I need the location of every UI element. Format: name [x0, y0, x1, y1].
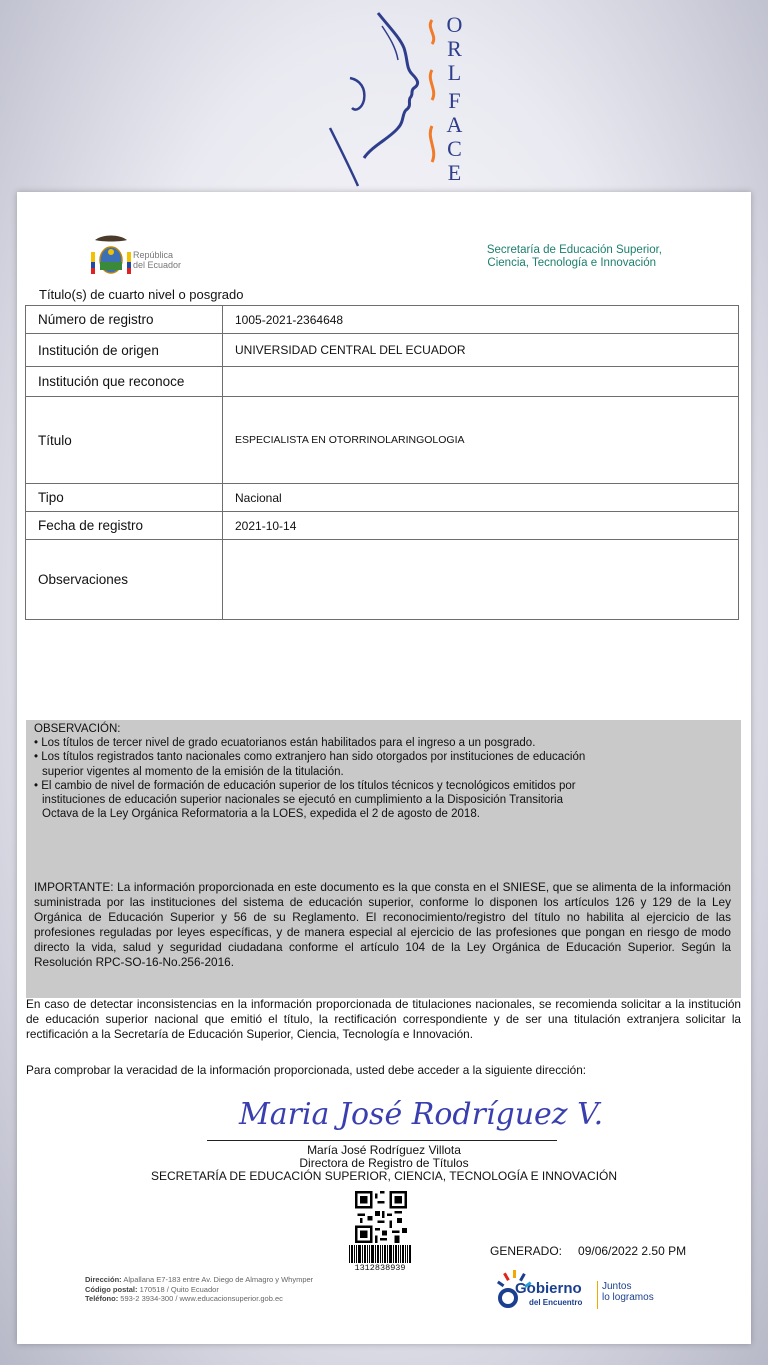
row-value — [223, 367, 739, 397]
row-value: 1005-2021-2364648 — [223, 306, 739, 334]
registration-table — [25, 305, 739, 620]
phone-label: Teléfono: — [85, 1294, 119, 1303]
brand-letter: L — [447, 60, 463, 85]
gobierno-slogan — [602, 1281, 654, 1303]
information-box — [26, 720, 741, 998]
qr-code-icon — [355, 1191, 407, 1243]
row-label: Institución de origen — [26, 334, 223, 367]
row-value: Nacional — [223, 484, 739, 512]
row-label: Fecha de registro — [26, 512, 223, 540]
brand-letter: R — [447, 36, 463, 61]
observacion-line: instituciones de educación superior nacionales se ejecutó en cumplimiento a la Disposición Transitoria — [42, 794, 563, 807]
signer-name: María José Rodríguez Villota — [307, 1143, 461, 1157]
inconsistencias-note: En caso de detectar inconsistencias en la información proporcionada de titulaciones nacionales, se recomienda solicitar a la institución de educación superior nacional que emitió el título, la rectificación correspondiente y de ser una titulación extranjera solicitar la rectificación a la Secretaría de Educación Superior, Ciencia, Tecnología e Innovación. — [26, 997, 741, 1041]
signature-line — [207, 1140, 557, 1141]
gobierno-subtitle: del Encuentro — [529, 1298, 583, 1307]
row-value — [223, 540, 739, 620]
ses-line-1: Secretaría de Educación Superior, — [486, 244, 662, 256]
observacion-line: • Los títulos de tercer nivel de grado ecuatorianos están habilitados para el ingreso a un posgrado. — [34, 737, 536, 750]
brand-letter: A — [446, 112, 464, 137]
gobierno-del-encuentro-logo — [499, 1268, 669, 1312]
handwritten-signature — [235, 1080, 604, 1138]
brand-letter: O — [446, 12, 464, 37]
gov-line-1: República — [133, 250, 174, 260]
row-label: Tipo — [26, 484, 223, 512]
brand-letter: F — [448, 88, 462, 113]
row-label: Institución que reconoce — [26, 367, 223, 397]
observacion-line: • El cambio de nivel de formación de educación superior de los títulos técnicos y tecnológicos emitidos por — [34, 779, 576, 792]
signature-text: Maria José Rodríguez V. — [239, 1097, 604, 1132]
table-row — [26, 367, 739, 397]
row-value: 2021-10-14 — [223, 512, 739, 540]
row-value: ESPECIALISTA EN OTORRINOLARINGOLOGIA — [223, 397, 739, 484]
observacion-line: Octava de la Ley Orgánica Reformatoria a la LOES, expedida el 2 de agosto de 2018. — [42, 808, 480, 821]
footer-address — [85, 1275, 313, 1304]
barcode-icon — [349, 1245, 411, 1263]
ses-line-2: Ciencia, Tecnología e Innovación — [487, 257, 656, 269]
gov-line-2: del Ecuador — [133, 260, 182, 270]
table-row — [26, 540, 739, 620]
importante-paragraph: IMPORTANTE: La información proporcionada en este documento es la que consta en el SNIESE, que se alimenta de la información suministrada por las instituciones del sistema de educación superior, conforme lo disponen los artículos 126 y 129 de la Ley Orgánica de Educación Superior y 56 de su Reglamento. El reconocimiento/registro del título no habilita al ejercicio de las profesiones reguladas por leyes específicas, y de manera especial al ejercicio de las profesiones que pongan en riesgo de modo directo la vida, salud y seguridad ciudadana conforme el artículo 104 de la Ley Orgánica de Educación Superior. Según la Resolución RPC-SO-16-No.256-2016. — [34, 880, 731, 969]
postal-label: Código postal: — [85, 1284, 138, 1294]
gobierno-divider — [597, 1281, 598, 1309]
observacion-line: superior vigentes al momento de la emisión de la titulación. — [42, 765, 344, 778]
signer-organization: SECRETARÍA DE EDUCACIÓN SUPERIOR, CIENCIA, TECNOLOGÍA E INNOVACIÓN — [150, 1169, 618, 1183]
table-row — [26, 334, 739, 367]
observacion-heading: OBSERVACIÓN: — [34, 723, 121, 735]
verificar-note: Para comprobar la veracidad de la información proporcionada, usted debe acceder a la siguiente dirección: — [26, 1063, 587, 1077]
gobierno-title: Gobierno — [515, 1280, 582, 1297]
gov-ecuador-label — [133, 250, 181, 270]
generated-label: GENERADO: — [490, 1244, 563, 1258]
barcode-number: 1312838939 — [354, 1263, 406, 1273]
slogan-line-1: Juntos — [602, 1281, 632, 1292]
table-row — [26, 306, 739, 334]
row-label: Número de registro — [26, 306, 223, 334]
postal-value: 170518 / Quito Ecuador — [139, 1284, 219, 1294]
brand-letter: E — [447, 160, 463, 185]
signer-role: Directora de Registro de Títulos — [299, 1156, 469, 1170]
certificate-page — [17, 192, 751, 1344]
phone-value: 593-2 3934-300 / www.educacionsuperior.gob.ec — [120, 1294, 283, 1303]
table-row — [26, 484, 739, 512]
senescyt-title — [437, 244, 662, 270]
generated-stamp — [490, 1244, 686, 1258]
slogan-line-2: lo logramos — [602, 1292, 654, 1303]
table-row — [26, 512, 739, 540]
section-title: Título(s) de cuarto nivel o posgrado — [39, 287, 244, 302]
generated-date: 09/06/2022 2.50 PM — [578, 1244, 687, 1258]
row-label: Título — [26, 397, 223, 484]
address-value: Alpallana E7-183 entre Av. Diego de Almagro y Whymper — [123, 1275, 314, 1284]
brand-letter: C — [447, 136, 463, 161]
address-label: Dirección: — [85, 1275, 122, 1284]
row-value: UNIVERSIDAD CENTRAL DEL ECUADOR — [223, 334, 739, 367]
ecuador-coat-of-arms-icon — [89, 232, 133, 280]
row-label: Observaciones — [26, 540, 223, 620]
observacion-block — [34, 722, 724, 821]
observacion-line: • Los títulos registrados tanto nacionales como extranjero han sido otorgados por instituciones de educación — [34, 751, 586, 764]
table-row — [26, 397, 739, 484]
